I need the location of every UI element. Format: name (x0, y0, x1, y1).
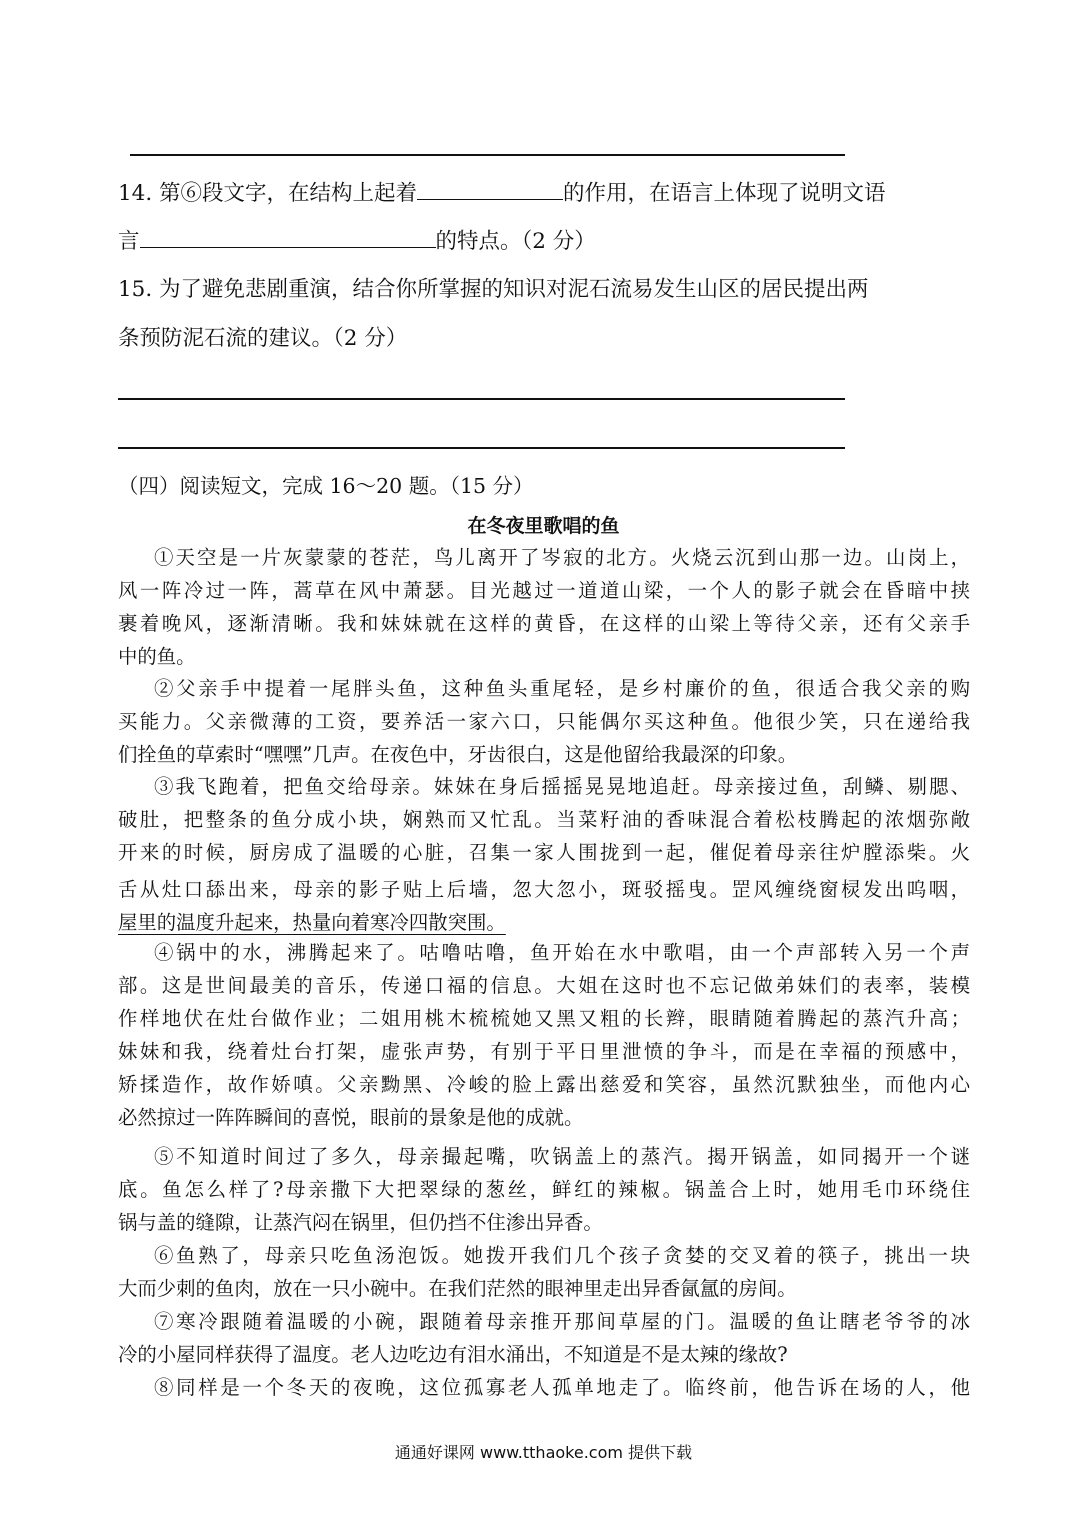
text-line: 矫揉造作，故作娇嗔。父亲黝黑、冷峻的脸上露出慈爱和笑容，虽然沉默独坐，而他内心 (118, 1073, 970, 1096)
q15-text-1: 15. 为了避免悲剧重演，结合你所掌握的知识对泥石流易发生山区的居民提出两 (118, 277, 869, 302)
text-line: 中的鱼。 (118, 645, 196, 668)
text-line: 部。这是世间最美的音乐，传递口福的信息。大姐在这时也不忘记做弟妹们的表率，装模 (118, 974, 970, 997)
answer-line-1[interactable] (118, 398, 845, 400)
paragraph-5 (118, 1140, 970, 1239)
paragraph-7 (118, 1305, 970, 1371)
question-14-line-2 (118, 225, 596, 257)
text-line: 裹着晚风，逐渐清晰。我和妹妹就在这样的黄昏，在这样的山梁上等待父亲，还有父亲手 (118, 612, 970, 635)
text-line: ⑤不知道时间过了多久，母亲撮起嘴，吹锅盖上的蒸汽。揭开锅盖，如同揭开一个谜 (154, 1145, 970, 1168)
article-title: 在冬夜里歌唱的鱼 (467, 515, 620, 537)
text-line: 破肚，把整条的鱼分成小块，娴熟而又忙乱。当菜籽油的香味混合着松枝腾起的浓烟弥敞 (118, 808, 970, 831)
question-15-line-1 (118, 275, 869, 305)
q14-text-b: 的作用，在语言上体现了说明文语 (563, 181, 886, 206)
paragraph-4 (118, 936, 970, 1134)
text-line: 风一阵冷过一阵，蒿草在风中萧瑟。目光越过一道道山梁，一个人的影子就会在昏暗中挟 (118, 579, 970, 602)
answer-line-top (130, 154, 845, 156)
question-15-line-2 (118, 324, 407, 354)
text-line: ⑧同样是一个冬天的夜晚，这位孤寡老人孤单地走了。临终前，他告诉在场的人，他 (154, 1376, 970, 1399)
text-line: 妹妹和我，绕着灶台打架，虚张声势，有别于平日里泄愤的争斗，而是在幸福的预感中， (118, 1040, 970, 1063)
paragraph-3 (118, 770, 970, 939)
section-heading: （四）阅读短文，完成 16～20 题。（15 分） (118, 474, 534, 498)
text-line: 作样地伏在灶台做作业；二姐用桃木梳梳她又黑又粗的长辫，眼睛随着腾起的蒸汽升高； (118, 1007, 970, 1030)
q15-text-2: 条预防泥石流的建议。（2 分） (118, 326, 408, 351)
text-line: 大而少刺的鱼肉，放在一只小碗中。在我们茫然的眼神里走出异香氤氲的房间。 (118, 1277, 797, 1300)
text-line: ②父亲手中提着一尾胖头鱼，这种鱼头重尾轻，是乡村廉价的鱼，很适合我父亲的购 (154, 677, 970, 700)
text-line: ③我飞跑着，把鱼交给母亲。妹妹在身后摇摇晃晃地追赶。母亲接过鱼，刮鳞、剔腮、 (154, 775, 970, 798)
text-line: ①天空是一片灰蒙蒙的苍茫，鸟儿离开了岑寂的北方。火烧云沉到山那一边。山岗上， (154, 546, 970, 569)
text-line: 开来的时候，厨房成了温暖的心脏，召集一家人围拢到一起，催促着母亲往炉膛添柴。火 (118, 841, 970, 864)
paragraph-1 (118, 541, 970, 673)
underlined-sentence: 屋里的温度升起来，热量向着寒冷四散突围。 (118, 911, 506, 934)
text-line: 必然掠过一阵阵瞬间的喜悦，眼前的景象是他的成就。 (118, 1106, 584, 1129)
q14-blank-2[interactable] (140, 225, 436, 248)
paragraph-8 (118, 1371, 970, 1404)
text-line: 底。鱼怎么样了?母亲撒下大把翠绿的葱丝，鲜红的辣椒。锅盖合上时，她用毛巾环绕住 (118, 1178, 970, 1201)
answer-line-2[interactable] (118, 447, 845, 449)
q14-text-d: 的特点。（2 分） (435, 229, 596, 254)
text-line: 买能力。父亲微薄的工资，要养活一家六口，只能偶尔买这种鱼。他很少笑，只在递给我 (118, 710, 970, 733)
question-14-line-1 (118, 177, 886, 209)
text-line: 冷的小屋同样获得了温度。老人边吃边有泪水涌出，不知道是不是太辣的缘故? (118, 1343, 788, 1366)
text-line: ④锅中的水，沸腾起来了。咕噜咕噜，鱼开始在水中歌唱，由一个声部转入另一个声 (154, 941, 970, 964)
text-line: 们拴鱼的草索时“嘿嘿”几声。在夜色中，牙齿很白，这是他留给我最深的印象。 (118, 743, 798, 766)
q14-text-a: 14. 第⑥段文字，在结构上起着 (118, 181, 418, 206)
text-line: 锅与盖的缝隙，让蒸汽闷在锅里，但仍挡不住渗出异香。 (118, 1211, 603, 1234)
paragraph-6 (118, 1239, 970, 1305)
text-line: ⑦寒冷跟随着温暖的小碗，跟随着母亲推开那间草屋的门。温暖的鱼让瞎老爷爷的冰 (154, 1310, 970, 1333)
paragraph-2 (118, 672, 970, 771)
page-footer: 通通好课网 www.tthaoke.com 提供下载 (394, 1443, 693, 1462)
q14-text-c: 言 (118, 229, 140, 254)
text-line-with-underline: 舌从灶口舔出来，母亲的影子贴上后墙，忽大忽小，斑驳摇曳。罡风缠绕窗棂发出呜咽， (118, 878, 970, 901)
text-line: ⑥鱼熟了，母亲只吃鱼汤泡饭。她拨开我们几个孩子贪婪的交叉着的筷子，挑出一块 (154, 1244, 970, 1267)
q14-blank-1[interactable] (417, 177, 563, 200)
